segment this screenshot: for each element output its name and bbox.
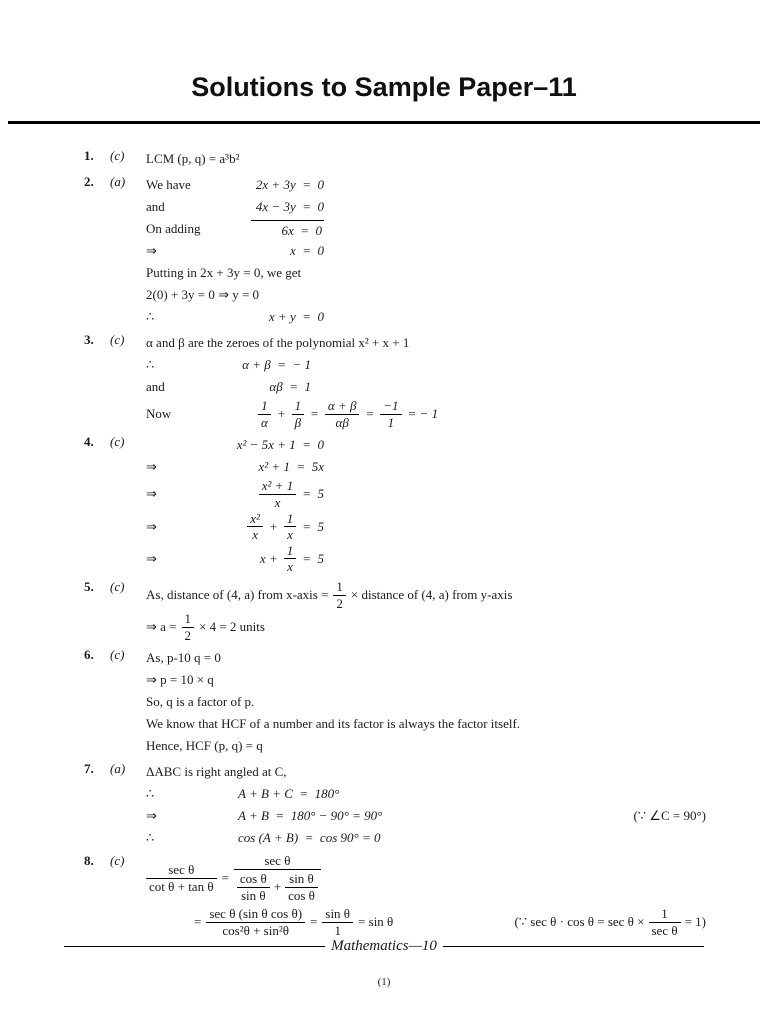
equation-tail: = 5 xyxy=(302,550,324,566)
fraction-denominator: αβ xyxy=(335,414,349,430)
solution-text: ⇒ p = 10 × q xyxy=(146,672,214,688)
equation-tail: = sin θ xyxy=(358,914,394,930)
solution-line xyxy=(146,735,706,757)
equation: αβ = 1 xyxy=(269,379,311,395)
fraction-denominator: cot θ + tan θ xyxy=(149,878,214,894)
fraction-numerator: sin θ xyxy=(322,906,353,923)
operator: + xyxy=(276,406,286,422)
solution-text: Putting in 2x + 3y = 0, we get xyxy=(146,265,302,281)
step-label: Now xyxy=(146,406,172,422)
page-title: Solutions to Sample Paper–11 xyxy=(191,72,577,103)
fraction xyxy=(284,543,297,575)
step-label: and xyxy=(146,199,165,215)
implies-symbol: ⇒ xyxy=(146,486,157,502)
fraction-denominator: sec θ xyxy=(651,922,678,938)
answer-option: (a) xyxy=(110,761,126,777)
fraction xyxy=(146,862,217,894)
fraction xyxy=(649,906,681,938)
side-note xyxy=(514,906,706,938)
therefore-symbol: ∴ xyxy=(146,309,155,325)
operator: = xyxy=(221,870,229,886)
implies-symbol: ⇒ xyxy=(146,243,157,259)
fraction-numerator: 1 xyxy=(284,511,297,528)
equation: α + β = − 1 xyxy=(242,357,311,373)
equation-row xyxy=(146,903,706,941)
implies-symbol: ⇒ xyxy=(146,459,157,475)
equation-head: x + xyxy=(259,550,278,566)
equation-row xyxy=(146,805,706,827)
fraction-numerator: −1 xyxy=(380,398,401,415)
operator: + xyxy=(273,879,282,895)
equation-row xyxy=(146,196,706,218)
solution-body xyxy=(146,174,706,328)
fraction-denominator: α xyxy=(261,414,268,430)
fraction xyxy=(325,398,360,430)
question-number: 7. xyxy=(84,761,94,777)
fraction-numerator: sec θ xyxy=(234,853,321,870)
equation-row xyxy=(146,853,706,903)
fraction-denominator: sin θ xyxy=(240,887,266,903)
equation-group xyxy=(194,906,706,938)
solution-text: As, p-10 q = 0 xyxy=(146,650,221,666)
step-label: On adding xyxy=(146,221,201,237)
solution-8 xyxy=(84,853,706,941)
equation-column xyxy=(146,379,311,395)
step-label: and xyxy=(146,379,165,395)
therefore-symbol: ∴ xyxy=(146,786,155,802)
answer-option: (c) xyxy=(110,853,125,869)
equation: A + B = 180° − 90° = 90° xyxy=(238,808,383,824)
fraction-denominator: cos²θ + sin²θ xyxy=(222,922,289,938)
solution-line xyxy=(146,691,706,713)
equation-column xyxy=(146,437,324,453)
footer-book-title: Mathematics—10 xyxy=(331,938,437,954)
equation-row xyxy=(146,478,706,510)
fraction xyxy=(206,906,305,938)
fraction-numerator: 1 xyxy=(182,611,195,628)
equation-column xyxy=(146,309,324,325)
equation: A + B + C = 180° xyxy=(238,786,340,802)
solution-body xyxy=(146,579,706,643)
implies-symbol: ⇒ xyxy=(146,518,157,534)
fraction xyxy=(380,398,401,430)
equation: 4x − 3y = 0 xyxy=(255,199,324,215)
solution-line xyxy=(146,647,706,669)
equation-row xyxy=(146,783,706,805)
fraction-numerator: sec θ xyxy=(146,862,217,879)
equation: 2x + 3y = 0 xyxy=(255,177,324,193)
equation-tail: = 5 xyxy=(302,518,324,534)
equation-group xyxy=(258,398,438,430)
equation-sum: 6x = 0 xyxy=(251,220,324,239)
equation-tail: × distance of (4, a) from y-axis xyxy=(350,587,513,602)
fraction-numerator: sin θ xyxy=(285,871,318,888)
equation-row xyxy=(146,511,706,543)
solution-2 xyxy=(84,174,706,328)
equation-head: As, distance of (4, a) from x-axis = xyxy=(146,587,329,602)
solution-line xyxy=(146,669,706,691)
fraction-denominator: x xyxy=(287,527,293,543)
side-note-head: (∵ sec θ · cos θ = sec θ × xyxy=(514,914,645,930)
footer-rule-right xyxy=(443,946,704,947)
solution-line xyxy=(146,611,706,643)
solution-text: 2(0) + 3y = 0 ⇒ y = 0 xyxy=(146,287,260,303)
solution-7 xyxy=(84,761,706,849)
solution-4 xyxy=(84,434,706,575)
solution-text: Hence, HCF (p, q) = q xyxy=(146,738,263,754)
fraction xyxy=(285,871,318,903)
page-number: (1) xyxy=(377,976,391,988)
equation-tail: = 5 xyxy=(302,486,324,502)
fraction-denominator: 2 xyxy=(336,595,343,611)
fraction-denominator: x xyxy=(287,559,293,575)
equation-column xyxy=(146,478,324,510)
solutions-content xyxy=(0,124,768,941)
footer-rule-left xyxy=(64,946,325,947)
fraction-numerator: 1 xyxy=(649,906,681,923)
fraction xyxy=(292,398,305,430)
answer-option: (c) xyxy=(110,434,125,450)
equation-group xyxy=(146,611,706,643)
solution-3 xyxy=(84,332,706,430)
solution-text: We know that HCF of a number and its factor is always the factor itself. xyxy=(146,716,521,732)
fraction-numerator: 1 xyxy=(284,543,297,560)
fraction xyxy=(258,398,271,430)
solution-line xyxy=(146,262,706,284)
operator: = xyxy=(194,914,202,930)
fraction xyxy=(237,871,270,903)
fraction-denominator: 1 xyxy=(387,414,395,430)
equation: cos (A + B) = cos 90° = 0 xyxy=(238,830,381,846)
solution-line xyxy=(146,761,706,783)
question-number: 1. xyxy=(84,148,94,164)
equation-row xyxy=(146,218,706,240)
solution-text: LCM (p, q) = a³b² xyxy=(146,151,240,167)
solution-5 xyxy=(84,579,706,643)
fraction xyxy=(259,478,296,510)
equation-row xyxy=(146,240,706,262)
answer-option: (a) xyxy=(110,174,126,190)
answer-option: (c) xyxy=(110,332,125,348)
operator: + xyxy=(268,518,278,534)
fraction-denominator: β xyxy=(294,414,302,430)
solution-line xyxy=(146,713,706,735)
solution-body xyxy=(146,761,706,849)
equation-column xyxy=(146,511,324,543)
equation: x + y = 0 xyxy=(268,309,324,325)
operator: = xyxy=(365,406,375,422)
equation-tail: × 4 = 2 units xyxy=(199,619,265,635)
equation-row xyxy=(146,434,706,456)
equation-row xyxy=(146,456,706,478)
operator: = xyxy=(310,406,319,422)
question-number: 3. xyxy=(84,332,94,348)
fraction xyxy=(333,579,346,611)
equation-row xyxy=(146,543,706,575)
equation-column xyxy=(146,357,311,373)
fraction-numerator: x² + 1 xyxy=(259,478,296,495)
fraction-numerator: 1 xyxy=(258,398,271,415)
fraction xyxy=(247,511,263,543)
equation-row xyxy=(146,376,706,398)
therefore-symbol: ∴ xyxy=(146,830,155,846)
answer-option: (c) xyxy=(110,578,125,594)
fraction-numerator: x² xyxy=(247,511,263,528)
equation-row xyxy=(146,174,706,196)
equation-tail: = − 1 xyxy=(407,406,439,422)
solution-body xyxy=(146,332,706,430)
solution-line xyxy=(146,284,706,306)
step-label: We have xyxy=(146,177,191,193)
footer xyxy=(64,938,704,955)
implies-symbol: ⇒ xyxy=(146,808,157,824)
fraction xyxy=(284,511,297,543)
equation-column xyxy=(146,243,324,259)
fraction-denominator: cos θ xyxy=(288,887,315,903)
fraction-numerator: sec θ (sin θ cos θ) xyxy=(206,906,305,923)
solution-text: α and β are the zeroes of the polynomial x² + x + 1 xyxy=(146,335,410,351)
equation: x² + 1 = 5x xyxy=(258,459,324,475)
solution-body xyxy=(146,647,706,757)
side-note: (∵ ∠C = 90°) xyxy=(633,808,706,824)
question-number: 8. xyxy=(84,853,94,869)
equation-row xyxy=(146,398,706,430)
fraction-numerator: cos θ xyxy=(237,871,270,888)
fraction-numerator: 1 xyxy=(333,579,346,596)
equation-row xyxy=(146,827,706,849)
solution-body xyxy=(146,853,706,941)
fraction-numerator: 1 xyxy=(292,398,305,415)
fraction-denominator xyxy=(234,870,321,903)
solution-text: ΔABC is right angled at C, xyxy=(146,764,287,780)
solution-line xyxy=(146,332,706,354)
question-number: 6. xyxy=(84,647,94,663)
question-number: 5. xyxy=(84,578,94,594)
solution-body xyxy=(146,148,706,170)
question-number: 2. xyxy=(84,174,94,190)
question-number: 4. xyxy=(84,434,94,450)
operator: = xyxy=(310,914,318,930)
equation-column xyxy=(146,459,324,475)
equation: x² − 5x + 1 = 0 xyxy=(236,437,324,453)
equation: x = 0 xyxy=(289,243,324,259)
fraction xyxy=(182,611,195,643)
equation-head: ⇒ a = xyxy=(146,619,177,635)
fraction-denominator: 2 xyxy=(184,627,191,643)
therefore-symbol: ∴ xyxy=(146,357,155,373)
solution-line xyxy=(146,579,706,611)
implies-symbol: ⇒ xyxy=(146,550,157,566)
fraction-denominator: x xyxy=(252,527,258,543)
fraction-complex xyxy=(234,853,321,903)
equation-column xyxy=(146,199,324,215)
fraction-numerator: α + β xyxy=(325,398,360,415)
fraction xyxy=(322,906,353,938)
solution-6 xyxy=(84,647,706,757)
equation-row xyxy=(146,306,706,328)
solution-1 xyxy=(84,148,706,170)
equation-group xyxy=(146,853,706,903)
answer-option: (c) xyxy=(110,647,125,663)
solution-text: So, q is a factor of p. xyxy=(146,694,255,710)
equation-group xyxy=(146,579,706,611)
equation-row xyxy=(146,354,706,376)
side-note-tail: = 1) xyxy=(684,914,706,930)
solution-line xyxy=(146,148,706,170)
fraction-denominator: x xyxy=(274,494,281,510)
solution-body xyxy=(146,434,706,575)
answer-option: (c) xyxy=(110,148,125,164)
fraction-denominator: 1 xyxy=(334,922,341,938)
equation-column xyxy=(146,543,324,575)
